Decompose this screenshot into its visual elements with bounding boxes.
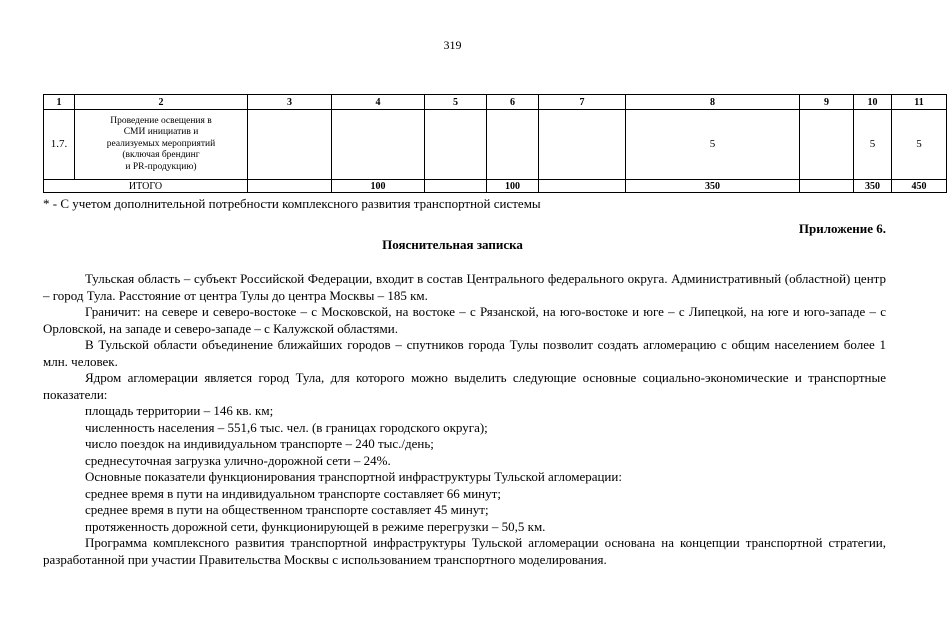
total-cell xyxy=(248,180,332,193)
indicator-item: среднее время в пути на общественном транспорте составляет 45 минут; xyxy=(85,502,489,517)
column-header: 1 xyxy=(44,95,75,110)
total-cell xyxy=(800,180,854,193)
column-header: 10 xyxy=(854,95,892,110)
page-number: 319 xyxy=(443,38,462,52)
column-header: 2 xyxy=(75,95,248,110)
appendix-label: Приложение 6. xyxy=(798,221,886,236)
description-line: СМИ инициатив и xyxy=(123,127,199,138)
paragraph: Граничит: на севере и северо-востоке – с Московской, на востоке – с Рязанской, на юго-востоке и юге – с Липецкой, на юге и юго-западе – с Орловской, на западе и северо-западе – с Калужской областями. xyxy=(43,304,886,336)
paragraph: В Тульской области объединение ближайших городов – спутников города Тулы позволит создать агломерацию с общим населением более 1 млн. человек. xyxy=(43,337,886,369)
table-cell xyxy=(248,110,332,180)
indicator-heading: Основные показатели функционирования транспортной инфраструктуры Тульской агломерации: xyxy=(85,469,622,484)
column-header: 3 xyxy=(248,95,332,110)
column-header: 7 xyxy=(539,95,626,110)
total-cell: 350 xyxy=(626,180,800,193)
table-cell xyxy=(425,110,487,180)
column-header: 11 xyxy=(892,95,947,110)
total-label: ИТОГО xyxy=(44,180,248,193)
table-cell: 5 xyxy=(626,110,800,180)
table-header-row xyxy=(44,95,947,110)
indicator-item: среднесуточная загрузка улично-дорожной сети – 24%. xyxy=(85,452,391,468)
total-cell: 350 xyxy=(854,180,892,193)
column-header: 4 xyxy=(332,95,425,110)
column-header: 5 xyxy=(425,95,487,110)
total-cell: 450 xyxy=(892,180,947,193)
column-header: 9 xyxy=(800,95,854,110)
total-cell xyxy=(539,180,626,193)
total-cell xyxy=(425,180,487,193)
paragraph: Тульская область – субъект Российской Федерации, входит в состав Центрального федерального округа. Административный (областной) центр – город Тула. Расстояние от центра Тулы до центра Москвы – 185 км. xyxy=(43,271,886,303)
table-footnote: * - С учетом дополнительной потребности комплексного развития транспортной системы xyxy=(43,196,541,211)
document-title: Пояснительная записка xyxy=(382,237,523,252)
total-cell: 100 xyxy=(487,180,539,193)
table-cell xyxy=(487,110,539,180)
explanatory-note-body xyxy=(43,271,886,568)
description-line: (включая брендинг xyxy=(122,150,200,161)
paragraph: Ядром агломерации является город Тула, для которого можно выделить следующие основные социально-экономические и транспортные показатели: xyxy=(43,370,886,402)
description-line: реализуемых мероприятий xyxy=(106,138,216,149)
budget-table xyxy=(43,94,947,193)
total-cell: 100 xyxy=(332,180,425,193)
table-cell xyxy=(332,110,425,180)
indicator-item: протяженность дорожной сети, функционирующей в режиме перегрузки – 50,5 км. xyxy=(85,518,546,534)
table-cell xyxy=(539,110,626,180)
table-cell: 5 xyxy=(854,110,892,180)
table-row xyxy=(44,110,947,180)
indicator-item: численность населения – 551,6 тыс. чел. (в границах городского округа); xyxy=(85,419,488,435)
indicator-item: площадь территории – 146 кв. км; xyxy=(85,403,274,418)
row-number-cell: 1.7. xyxy=(44,110,75,180)
column-header: 6 xyxy=(487,95,539,110)
indicator-item: число поездок на индивидуальном транспорте – 240 тыс./день; xyxy=(85,436,434,451)
description-line: и PR-продукцию) xyxy=(125,161,197,172)
description-line: Проведение освещения в xyxy=(110,115,212,126)
table-cell xyxy=(800,110,854,180)
row-description-cell xyxy=(75,110,248,180)
indicator-item: среднее время в пути на индивидуальном транспорте составляет 66 минут; xyxy=(85,485,501,501)
table-cell: 5 xyxy=(892,110,947,180)
paragraph: Программа комплексного развития транспортной инфраструктуры Тульской агломерации основана на концепции транспортной стратегии, разработанной при участии Правительства Москвы с использованием транспортного моделирования. xyxy=(43,535,886,567)
table-total-row xyxy=(44,180,947,193)
column-header: 8 xyxy=(626,95,800,110)
